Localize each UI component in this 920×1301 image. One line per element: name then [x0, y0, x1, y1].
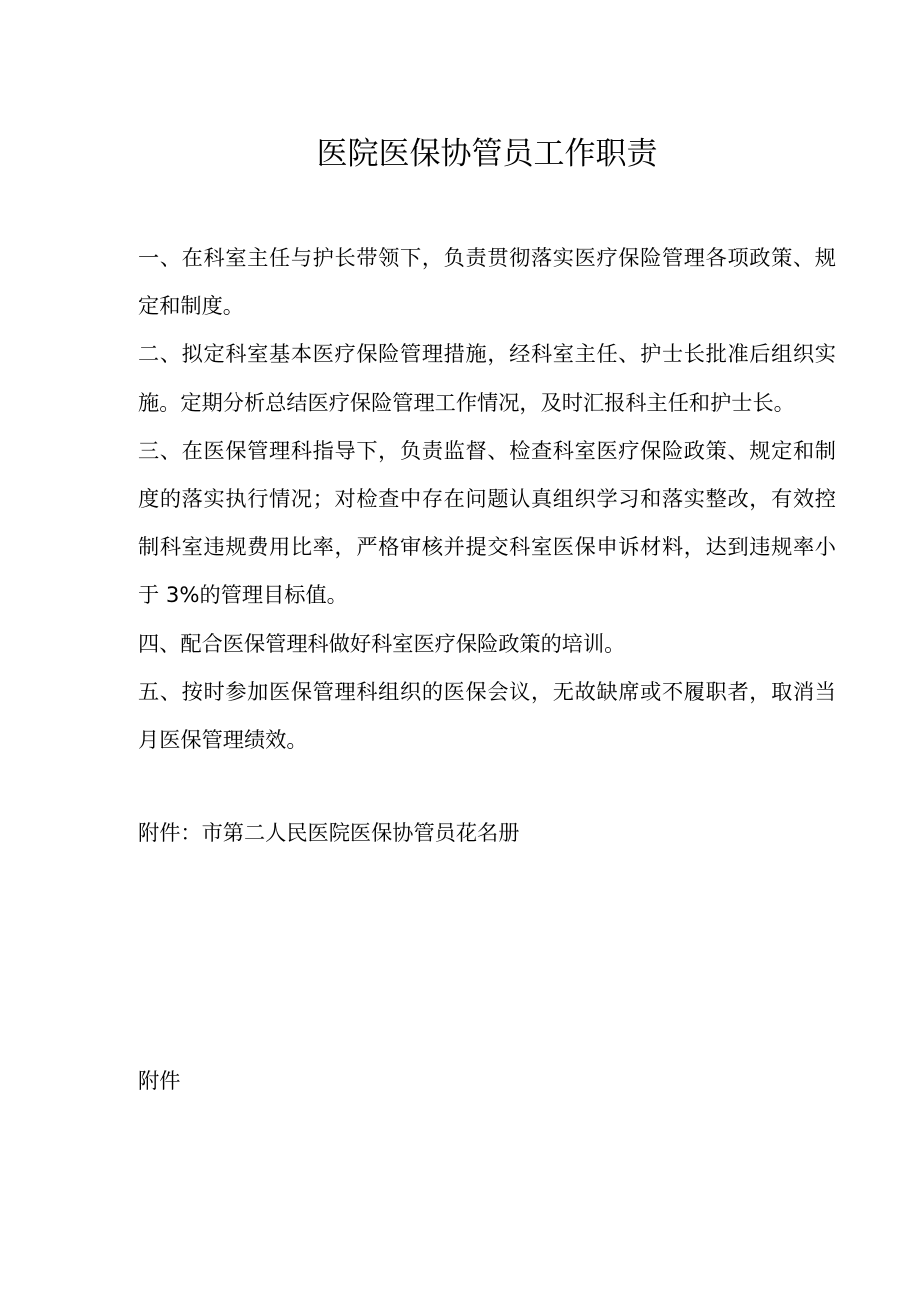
document-title: 医院医保协管员工作职责 [316, 136, 658, 172]
paragraph-3: 三、在医保管理科指导下，负责监督、检查科室医疗保险政策、规定和制度的落实执行情况；对检查中存在问题认真组织学习和落实整改，有效控制科室违规费用比率，严格审核并提交科室医保申诉材料，达到违规率小于 3%的管理目标值。 [138, 437, 836, 608]
attachment-heading: 附件 [138, 1068, 181, 1093]
paragraph-4: 四、配合医保管理科做好科室医疗保险政策的培训。 [138, 630, 626, 656]
paragraph-5: 五、按时参加医保管理科组织的医保会议，无故缺席或不履职者，取消当月医保管理绩效。 [138, 678, 836, 753]
paragraph-1: 一、在科室主任与护长带领下，负责贯彻落实医疗保险管理各项政策、规定和制度。 [138, 245, 836, 319]
document-body [138, 234, 836, 764]
attachment-reference: 附件：市第二人民医院医保协管员花名册 [138, 820, 520, 845]
paragraph-2: 二、拟定科室基本医疗保险管理措施，经科室主任、护士长批准后组织实施。定期分析总结医疗保险管理工作情况，及时汇报科主任和护士长。 [138, 341, 836, 415]
